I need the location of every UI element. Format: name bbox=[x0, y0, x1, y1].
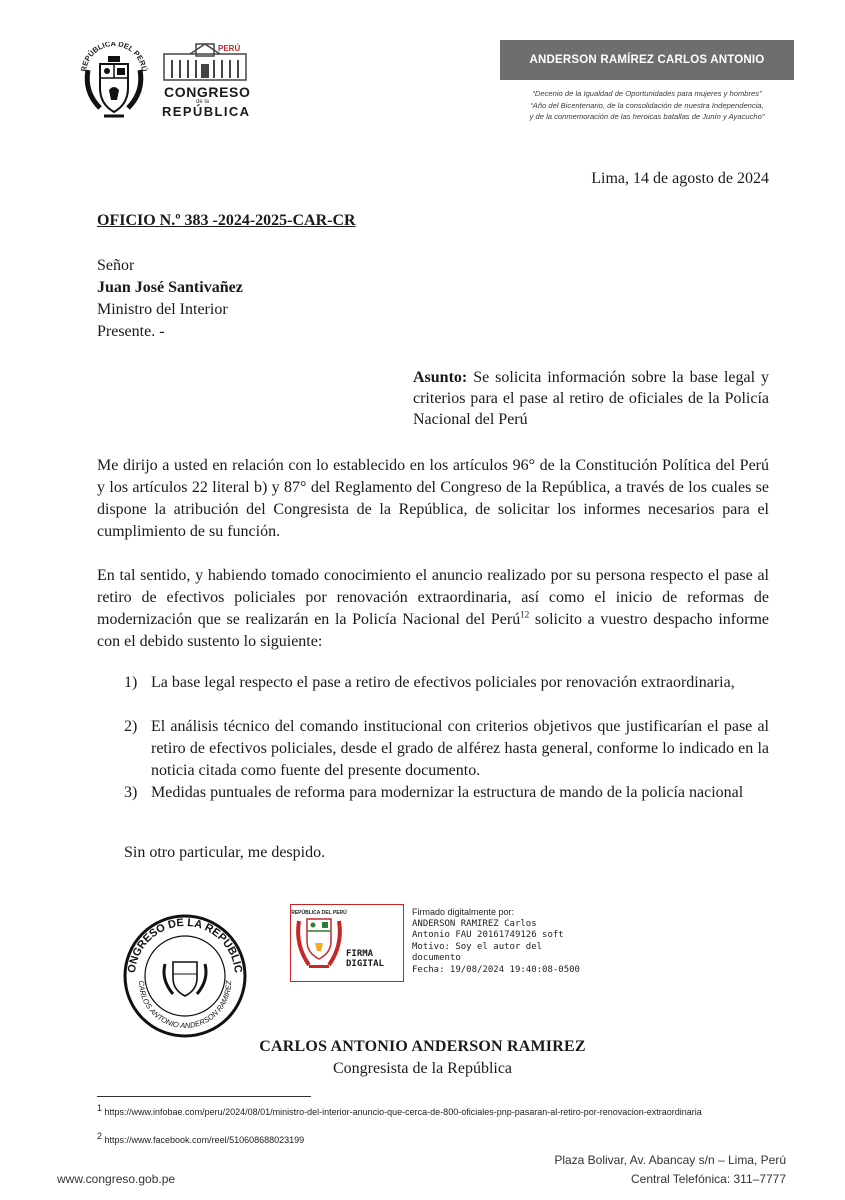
footnote-1 bbox=[97, 1103, 787, 1118]
footnote-link[interactable]: https://www.infobae.com/peru/2024/08/01/ministro-del-interior-anuncio-que-cerca-de-800-oficiales-pnp-pasaran-al-retiro-por-renovacion-extraordinaria bbox=[102, 1107, 702, 1117]
footnote-number: 2 bbox=[97, 1131, 103, 1141]
paragraph-request-text-cont: solicito a vuestro despacho informe con el debido sustento lo siguiente: bbox=[97, 611, 769, 650]
signature-detail-line: Fecha: 19/08/2024 19:40:08-0500 bbox=[412, 964, 580, 975]
signature-detail-line: Motivo: Soy el autor del bbox=[412, 941, 543, 952]
shield-caption: REPÚBLICA DEL PERÚ bbox=[79, 42, 149, 73]
footnote-number: 1 bbox=[97, 1103, 103, 1113]
footnote-divider bbox=[97, 1096, 311, 1097]
signer-role: Congresista de la República bbox=[332, 1060, 513, 1077]
recipient-block bbox=[97, 255, 243, 343]
decenio-line: “Año del Bicentenario, de la consolidación de nuestra Independencia, bbox=[530, 100, 764, 110]
list-item-text: Medidas puntuales de reforma para modernizar la estructura de mando de la policía nacional bbox=[151, 784, 744, 801]
footnote-link[interactable]: https://www.facebook.com/reel/510608688023199 bbox=[102, 1135, 305, 1145]
footer-address: Plaza Bolivar, Av. Abancay s/n – Lima, Perú bbox=[554, 1153, 786, 1167]
list-item-number: 1) bbox=[124, 674, 138, 691]
footer-website[interactable]: www.congreso.gob.pe bbox=[57, 1172, 176, 1186]
recipient-name: Juan José Santivañez bbox=[97, 279, 243, 296]
list-item bbox=[124, 716, 769, 782]
digital-signature-badge bbox=[290, 904, 404, 982]
signature-detail-line: Antonio FAU 20161749126 soft bbox=[412, 930, 564, 940]
paragraph-request bbox=[97, 565, 769, 653]
seal-text: ONGRESO DE LA REPÚBLIC bbox=[125, 916, 245, 974]
recipient-salutation: Señor bbox=[97, 257, 135, 274]
list-item bbox=[124, 672, 769, 694]
oficio-number: OFICIO N.º 383 -2024-2025-CAR-CR bbox=[97, 212, 356, 229]
list-item-text: La base legal respecto el pase a retiro de efectivos policiales por renovación extraordinaria, bbox=[151, 674, 735, 691]
logo-congreso-text: CONGRESO bbox=[164, 84, 251, 100]
paragraph-legal-basis: Me dirijo a usted en relación con lo establecido en los artículos 96° de la Constitución Política del Perú y los artículos 22 literal b) y 87° del Reglamento del Congreso de la República, a través de los cuales se dispone la atribución del Congresista de la República, de solicitar los informes necesarios para el cumplimiento de su función. bbox=[97, 457, 769, 540]
paragraph-request-text: En tal sentido, y habiendo tomado conocimiento el anuncio realizado por su persona respecto el pase al retiro de efectivos policiales por renovación extraordinaria, así como el inicio de reformas de modernización que se realizarán en la Policía Nacional del Perú bbox=[97, 567, 769, 628]
decenio-line: y de la conmemoración de las heroicas batallas de Junín y Ayacucho” bbox=[529, 112, 765, 121]
firma-label-line: DIGITAL bbox=[346, 959, 384, 969]
footnote-reference: 12 bbox=[520, 609, 530, 620]
signature-detail-line: Firmado digitalmente por: bbox=[412, 907, 515, 917]
peru-coat-of-arms-logo bbox=[74, 42, 154, 122]
list-item-text: El análisis técnico del comando institucional con criterios objetivos que justificarían el pase al retiro de efectivos policiales, desde el grado de alférez hasta general, conforme lo indicado en la noticia citada como fuente del presente documento. bbox=[151, 718, 769, 779]
decenio-line: “Decenio de la Igualdad de Oportunidades para mujeres y hombres” bbox=[532, 89, 762, 98]
footnote-2 bbox=[97, 1131, 787, 1146]
firma-digital-label bbox=[346, 949, 384, 969]
asunto-text: Se solicita información sobre la base legal y criterios para el pase al retiro de oficiales de la Policía Nacional del Perú bbox=[413, 369, 769, 428]
signature-detail-line: documento bbox=[412, 953, 461, 963]
congress-round-seal bbox=[121, 912, 249, 1040]
signer-name: CARLOS ANTONIO ANDERSON RAMIREZ bbox=[259, 1038, 586, 1055]
svg-text:CARLOS ANTONIO ANDERSON RAMIRE bbox=[137, 980, 233, 1030]
list-item bbox=[124, 782, 769, 804]
letter-date: Lima, 14 de agosto de 2024 bbox=[591, 170, 769, 187]
footer-phone: Central Telefónica: 311–7777 bbox=[630, 1172, 786, 1186]
list-item-number: 2) bbox=[124, 718, 138, 735]
badge-caption: REPÚBLICA DEL PERÚ bbox=[291, 910, 347, 916]
list-item-number: 3) bbox=[124, 784, 138, 801]
recipient-title: Ministro del Interior bbox=[97, 301, 228, 318]
recipient-presente: Presente. - bbox=[97, 323, 165, 340]
asunto-label: Asunto: bbox=[413, 369, 468, 386]
signature-detail-line: ANDERSON RAMIREZ Carlos bbox=[412, 918, 537, 929]
congressman-name-bar: ANDERSON RAMÍREZ CARLOS ANTONIO bbox=[500, 40, 794, 80]
logo-republica-text: REPÚBLICA bbox=[162, 104, 251, 119]
closing-line: Sin otro particular, me despido. bbox=[124, 844, 326, 861]
firma-label-line: FIRMA bbox=[346, 949, 374, 959]
seal-inner-text: CARLOS ANTONIO ANDERSON RAMIREZ bbox=[136, 980, 234, 1031]
logo-peru-tag: PERÚ bbox=[218, 44, 241, 53]
digital-signature-details bbox=[412, 907, 580, 976]
decenio-motto bbox=[500, 88, 794, 123]
asunto-block bbox=[413, 367, 769, 430]
logo-de-la-text: de la bbox=[196, 99, 210, 105]
svg-text:CONGRESO DE LA REPÚBLICA bbox=[121, 912, 244, 974]
